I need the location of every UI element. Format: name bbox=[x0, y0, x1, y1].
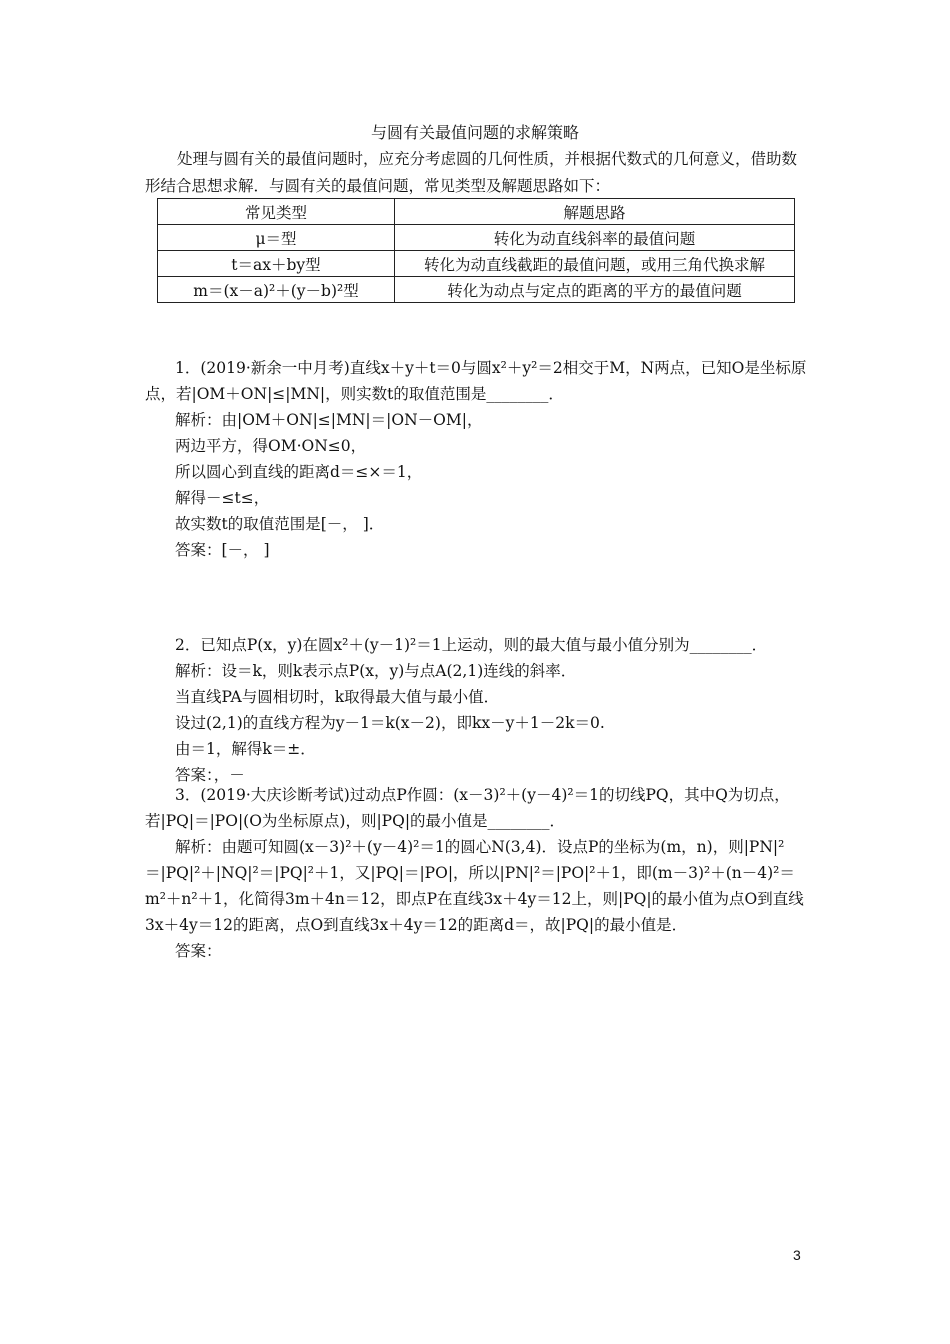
solution-line: 两边平方，得OM·ON≤0， bbox=[175, 437, 367, 455]
problem-2 bbox=[145, 632, 815, 788]
table-row bbox=[158, 251, 795, 277]
table-cell-type: t＝ax＋by型 bbox=[158, 251, 395, 277]
solution-paragraph: 解析：由题可知圆(x－3)²＋(y－4)²＝1的圆心N(3,4)．设点P的坐标为(m，n)，则|PN|²＝|PQ|²＋|NQ|²＝|PQ|²＋1，又|PQ|＝|PO|，所以|PN|²＝|PO|²＋1，即(m－3)²＋(n－4)²＝m²＋n²＋1，化简得3m＋4n＝12，即点P在直线3x＋4y＝12上，则|PQ|的最小值为点O到直线3x＋4y＝12的距离，点O到直线3x＋4y＝12的距离d＝，故|PQ|的最小值是． bbox=[145, 838, 804, 934]
solution-line: 故实数t的取值范围是[－， ]． bbox=[175, 515, 385, 533]
solution-line: 解析：设＝k，则k表示点P(x，y)与点A(2,1)连线的斜率． bbox=[175, 662, 577, 680]
solution-line: 所以圆心到直线的距离d＝≤×＝1， bbox=[175, 463, 423, 481]
answer-line: 答案：，－ bbox=[175, 766, 245, 784]
table-cell-method: 转化为动直线截距的最值问题，或用三角代换求解 bbox=[395, 251, 795, 277]
problem-3 bbox=[145, 782, 815, 964]
solution-line: 当直线PA与圆相切时，k取得最大值与最小值． bbox=[175, 688, 500, 706]
answer-line: 答案： bbox=[175, 942, 222, 960]
table-cell-type: m＝(x－a)²＋(y－b)²型 bbox=[158, 277, 395, 303]
table-cell-method: 转化为动点与定点的距离的平方的最值问题 bbox=[395, 277, 795, 303]
problem-question: 1．(2019·新余一中月考)直线x＋y＋t＝0与圆x²＋y²＝2相交于M，N两点，已知O是坐标原点，若|OM＋ON|≤|MN|，则实数t的取值范围是________． bbox=[145, 359, 807, 403]
table-row bbox=[158, 277, 795, 303]
problem-question: 3．(2019·大庆诊断考试)过动点P作圆：(x－3)²＋(y－4)²＝1的切线PQ，其中Q为切点，若|PQ|＝|PO|(O为坐标原点)，则|PQ|的最小值是________． bbox=[145, 786, 790, 830]
problem-question: 2．已知点P(x，y)在圆x²＋(y－1)²＝1上运动，则的最大值与最小值分别为________． bbox=[175, 636, 768, 654]
table-cell-type: μ＝型 bbox=[158, 225, 395, 251]
types-table bbox=[157, 198, 795, 303]
table-row bbox=[158, 225, 795, 251]
page-title: 与圆有关最值问题的求解策略 bbox=[370, 123, 579, 142]
page-number: 3 bbox=[793, 1247, 801, 1263]
solution-line: 解得－≤t≤， bbox=[175, 489, 270, 507]
intro-paragraph: 处理与圆有关的最值问题时，应充分考虑圆的几何性质，并根据代数式的几何意义，借助数形结合思想求解．与圆有关的最值问题，常见类型及解题思路如下： bbox=[145, 150, 798, 195]
solution-line: 设过(2,1)的直线方程为y－1＝k(x－2)，即kx－y＋1－2k＝0. bbox=[175, 714, 605, 732]
table-header: 解题思路 bbox=[395, 199, 795, 225]
table-header-row bbox=[158, 199, 795, 225]
solution-line: 解析：由|OM＋ON|≤|MN|＝|ON－OM|， bbox=[175, 411, 483, 429]
table-cell-method: 转化为动直线斜率的最值问题 bbox=[395, 225, 795, 251]
table-header: 常见类型 bbox=[158, 199, 395, 225]
answer-line: 答案：[－， ] bbox=[175, 541, 270, 559]
problem-1 bbox=[145, 355, 815, 563]
solution-line: 由＝1，解得k＝±． bbox=[175, 740, 316, 758]
